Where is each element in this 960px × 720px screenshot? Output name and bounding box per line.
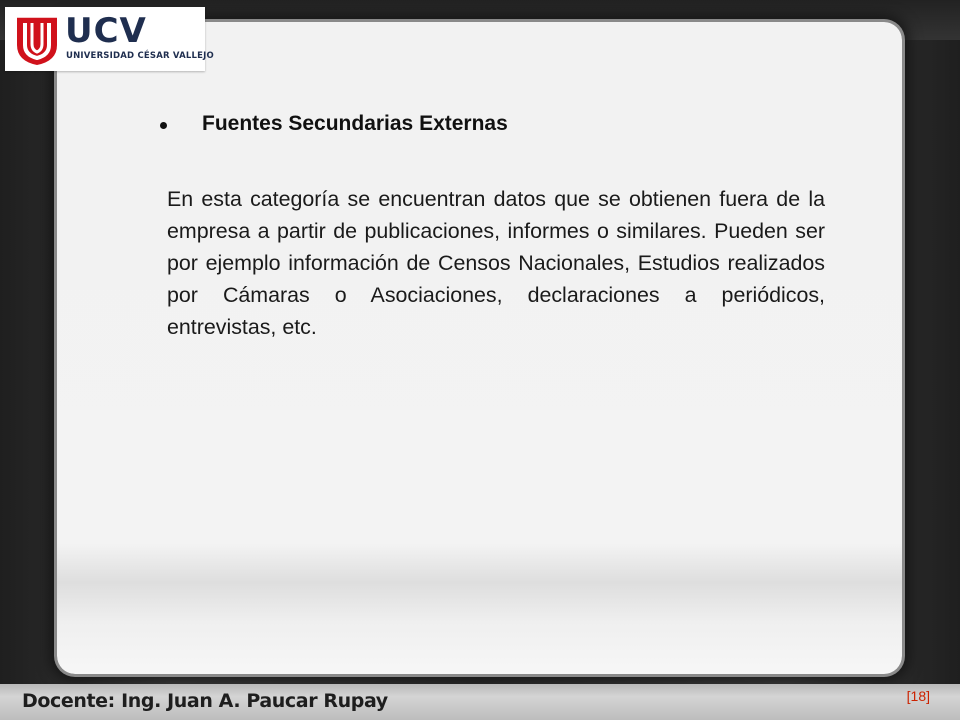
logo-wordmark: UCV bbox=[65, 11, 147, 51]
ucv-emblem-icon bbox=[15, 15, 59, 67]
slide-number: [18] bbox=[906, 688, 930, 704]
body-paragraph: En esta categoría se encuentran datos que se obtienen fuera de la empresa a partir de publicaciones, informes o similares. Pueden ser por ejemplo información de Censos Nacionales, Estudios realizados por Cámaras o Asociaciones, declaraciones a periódicos, entrevistas, etc. bbox=[167, 187, 825, 339]
university-logo bbox=[5, 7, 214, 71]
bullet-heading: Fuentes Secundarias Externas bbox=[202, 112, 508, 135]
logo-subtitle: UNIVERSIDAD CÉSAR VALLEJO bbox=[66, 51, 214, 61]
bullet-dot-icon bbox=[160, 122, 167, 129]
footer-author: Docente: Ing. Juan A. Paucar Rupay bbox=[22, 690, 388, 712]
bullet-item bbox=[160, 112, 508, 136]
logo-panel-extension bbox=[57, 71, 154, 101]
